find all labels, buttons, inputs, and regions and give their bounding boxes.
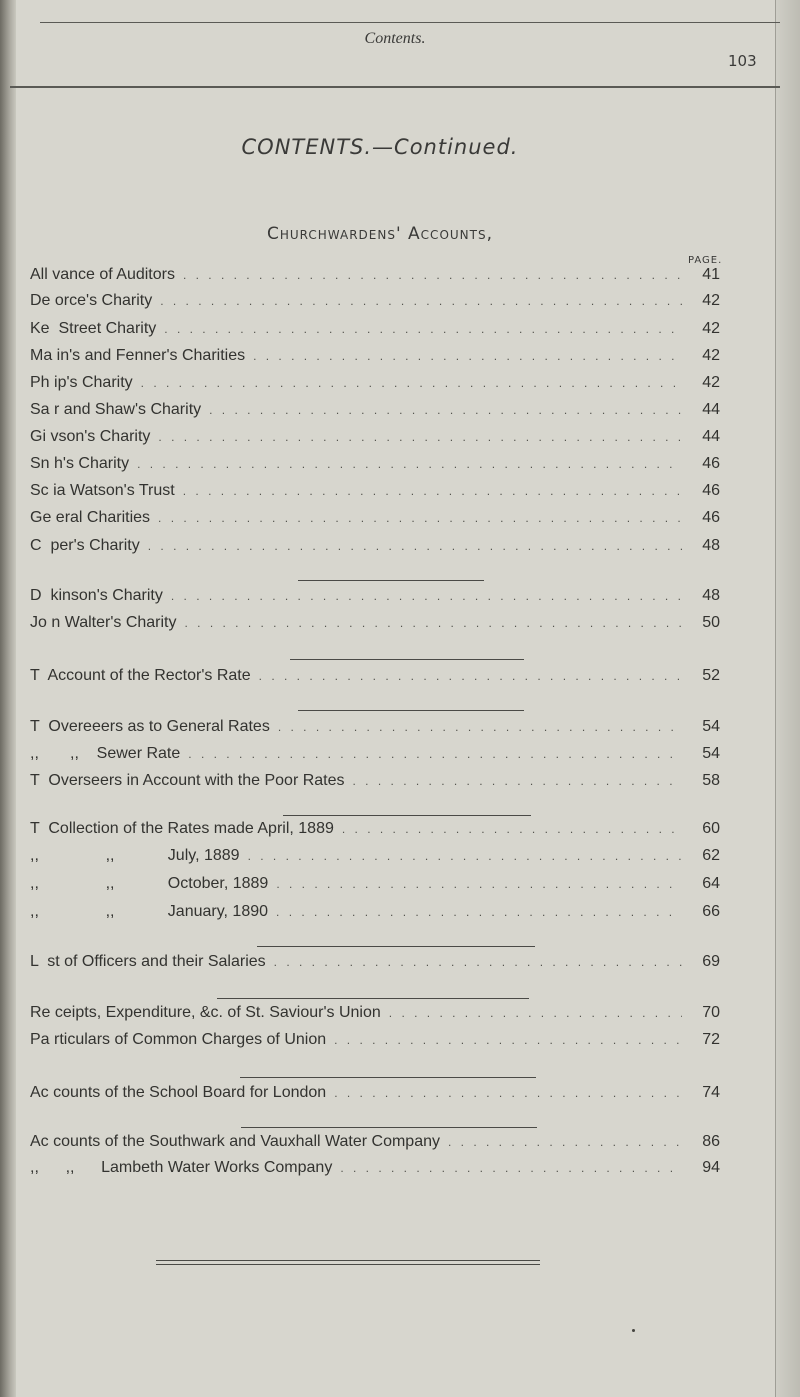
contents-entry bbox=[30, 875, 720, 897]
entry-page-number: 50 bbox=[702, 614, 720, 631]
dot-leader bbox=[259, 669, 682, 683]
entry-page-number: 69 bbox=[702, 953, 720, 970]
entry-title: T Collection of the Rates made April, 1889 bbox=[30, 820, 334, 837]
entry-title: Sa r and Shaw's Charity bbox=[30, 401, 202, 418]
dot-leader bbox=[340, 1161, 682, 1175]
entry-page-number: 64 bbox=[702, 875, 720, 892]
entry-title: Ph ip's Charity bbox=[30, 374, 133, 391]
entry-page-number: 42 bbox=[702, 320, 720, 337]
page-number: 103 bbox=[728, 52, 757, 70]
entry-title: De orce's Charity bbox=[30, 292, 153, 309]
entry-title: Ac counts of the School Board for London bbox=[30, 1084, 327, 1101]
dot-leader bbox=[158, 430, 682, 444]
entry-title: Ma in's and Fenner's Charities bbox=[30, 347, 246, 364]
dot-leader bbox=[334, 1086, 682, 1100]
entry-page-number: 52 bbox=[702, 667, 720, 684]
page-edge bbox=[775, 0, 800, 1397]
dot-leader bbox=[448, 1135, 682, 1149]
entry-title: ,, ,, July, 1889 bbox=[30, 847, 240, 864]
entry-page-number: 86 bbox=[702, 1133, 720, 1150]
separator-rule bbox=[290, 659, 524, 660]
contents-entry bbox=[30, 667, 720, 689]
contents-entry bbox=[30, 772, 720, 794]
contents-entry bbox=[30, 266, 720, 288]
dot-leader bbox=[342, 822, 682, 836]
dot-leader bbox=[158, 511, 682, 525]
dot-leader bbox=[183, 484, 682, 498]
dot-leader bbox=[248, 849, 682, 863]
entry-title: All vance of Auditors bbox=[30, 266, 175, 283]
contents-entry bbox=[30, 1159, 720, 1181]
entry-page-number: 54 bbox=[702, 745, 720, 762]
closing-rule bbox=[156, 1264, 540, 1265]
contents-entry bbox=[30, 745, 720, 767]
entry-page-number: 72 bbox=[702, 1031, 720, 1048]
entry-title: T Overseers in Account with the Poor Rates bbox=[30, 772, 345, 789]
entry-page-number: 46 bbox=[702, 509, 720, 526]
dot-leader bbox=[334, 1033, 682, 1047]
dot-leader bbox=[185, 616, 683, 630]
dot-leader bbox=[160, 294, 682, 308]
dot-leader bbox=[137, 457, 682, 471]
contents-entry bbox=[30, 1031, 720, 1053]
dot-leader bbox=[278, 720, 682, 734]
ink-spot bbox=[632, 1329, 635, 1332]
entry-title: Sn h's Charity bbox=[30, 455, 130, 472]
entry-page-number: 60 bbox=[702, 820, 720, 837]
contents-entry bbox=[30, 1084, 720, 1106]
entry-title: C per's Charity bbox=[30, 537, 140, 554]
entry-page-number: 48 bbox=[702, 537, 720, 554]
running-head: Contents. bbox=[364, 30, 426, 47]
contents-entry bbox=[30, 320, 720, 342]
contents-entry bbox=[30, 455, 720, 477]
entry-title: ,, ,, Sewer Rate bbox=[30, 745, 181, 762]
contents-entry bbox=[30, 614, 720, 636]
contents-entry bbox=[30, 537, 720, 559]
closing-rule bbox=[156, 1260, 540, 1261]
separator-rule bbox=[283, 815, 531, 816]
entry-title: L st of Officers and their Salaries bbox=[30, 953, 266, 970]
entry-title: Re ceipts, Expenditure, &c. of St. Saviour's Union bbox=[30, 1004, 381, 1021]
entry-page-number: 42 bbox=[702, 374, 720, 391]
page-column-label: PAGE. bbox=[688, 255, 723, 266]
entry-title: Jo n Walter's Charity bbox=[30, 614, 177, 631]
separator-rule bbox=[298, 710, 524, 711]
dot-leader bbox=[353, 774, 682, 788]
entry-page-number: 42 bbox=[702, 347, 720, 364]
contents-entry bbox=[30, 374, 720, 396]
contents-entry bbox=[30, 292, 720, 314]
entry-title: ,, ,, January, 1890 bbox=[30, 903, 269, 920]
contents-entry bbox=[30, 953, 720, 975]
contents-entry bbox=[30, 482, 720, 504]
entry-title: Sc ia Watson's Trust bbox=[30, 482, 175, 499]
entry-page-number: 66 bbox=[702, 903, 720, 920]
entry-title: T Overeeers as to General Rates bbox=[30, 718, 270, 735]
dot-leader bbox=[389, 1006, 682, 1020]
entry-page-number: 44 bbox=[702, 428, 720, 445]
contents-entry bbox=[30, 401, 720, 423]
entry-page-number: 74 bbox=[702, 1084, 720, 1101]
entry-title: Pa rticulars of Common Charges of Union bbox=[30, 1031, 327, 1048]
contents-entry bbox=[30, 428, 720, 450]
dot-leader bbox=[164, 322, 682, 336]
dot-leader bbox=[253, 349, 682, 363]
dot-leader bbox=[183, 268, 682, 282]
contents-entry bbox=[30, 820, 720, 842]
top-rule bbox=[40, 22, 780, 23]
dot-leader bbox=[188, 747, 682, 761]
separator-rule bbox=[241, 1127, 537, 1128]
entry-title: D kinson's Charity bbox=[30, 587, 163, 604]
dot-leader bbox=[276, 905, 682, 919]
entry-page-number: 48 bbox=[702, 587, 720, 604]
dot-leader bbox=[274, 955, 682, 969]
contents-entry bbox=[30, 718, 720, 740]
book-spine-shadow bbox=[0, 0, 16, 1397]
entry-title: Ac counts of the Southwark and Vauxhall Water Company bbox=[30, 1133, 440, 1150]
separator-rule bbox=[298, 580, 484, 581]
dot-leader bbox=[209, 403, 682, 417]
contents-entry bbox=[30, 1004, 720, 1026]
contents-entry bbox=[30, 347, 720, 369]
entry-page-number: 70 bbox=[702, 1004, 720, 1021]
section-heading: Churchwardens' Accounts, bbox=[266, 224, 493, 244]
dot-leader bbox=[171, 589, 682, 603]
contents-entry bbox=[30, 1133, 720, 1155]
contents-entry bbox=[30, 903, 720, 925]
contents-entry bbox=[30, 587, 720, 609]
entry-title: T Account of the Rector's Rate bbox=[30, 667, 251, 684]
page-title: CONTENTS.—Continued. bbox=[241, 135, 519, 159]
entry-title: ,, ,, Lambeth Water Works Company bbox=[30, 1159, 333, 1176]
header-rule bbox=[10, 86, 780, 88]
entry-title: Ke Street Charity bbox=[30, 320, 157, 337]
entry-page-number: 54 bbox=[702, 718, 720, 735]
entry-page-number: 58 bbox=[702, 772, 720, 789]
contents-entry bbox=[30, 847, 720, 869]
dot-leader bbox=[141, 376, 682, 390]
separator-rule bbox=[257, 946, 535, 947]
entry-page-number: 94 bbox=[702, 1159, 720, 1176]
entry-page-number: 62 bbox=[702, 847, 720, 864]
dot-leader bbox=[276, 877, 682, 891]
entry-page-number: 41 bbox=[702, 266, 720, 283]
entry-title: Gi vson's Charity bbox=[30, 428, 151, 445]
entry-page-number: 46 bbox=[702, 482, 720, 499]
entry-page-number: 42 bbox=[702, 292, 720, 309]
dot-leader bbox=[148, 539, 682, 553]
contents-entry bbox=[30, 509, 720, 531]
entry-title: ,, ,, October, 1889 bbox=[30, 875, 269, 892]
entry-title: Ge eral Charities bbox=[30, 509, 151, 526]
entry-page-number: 44 bbox=[702, 401, 720, 418]
entry-page-number: 46 bbox=[702, 455, 720, 472]
separator-rule bbox=[240, 1077, 536, 1078]
separator-rule bbox=[217, 998, 529, 999]
